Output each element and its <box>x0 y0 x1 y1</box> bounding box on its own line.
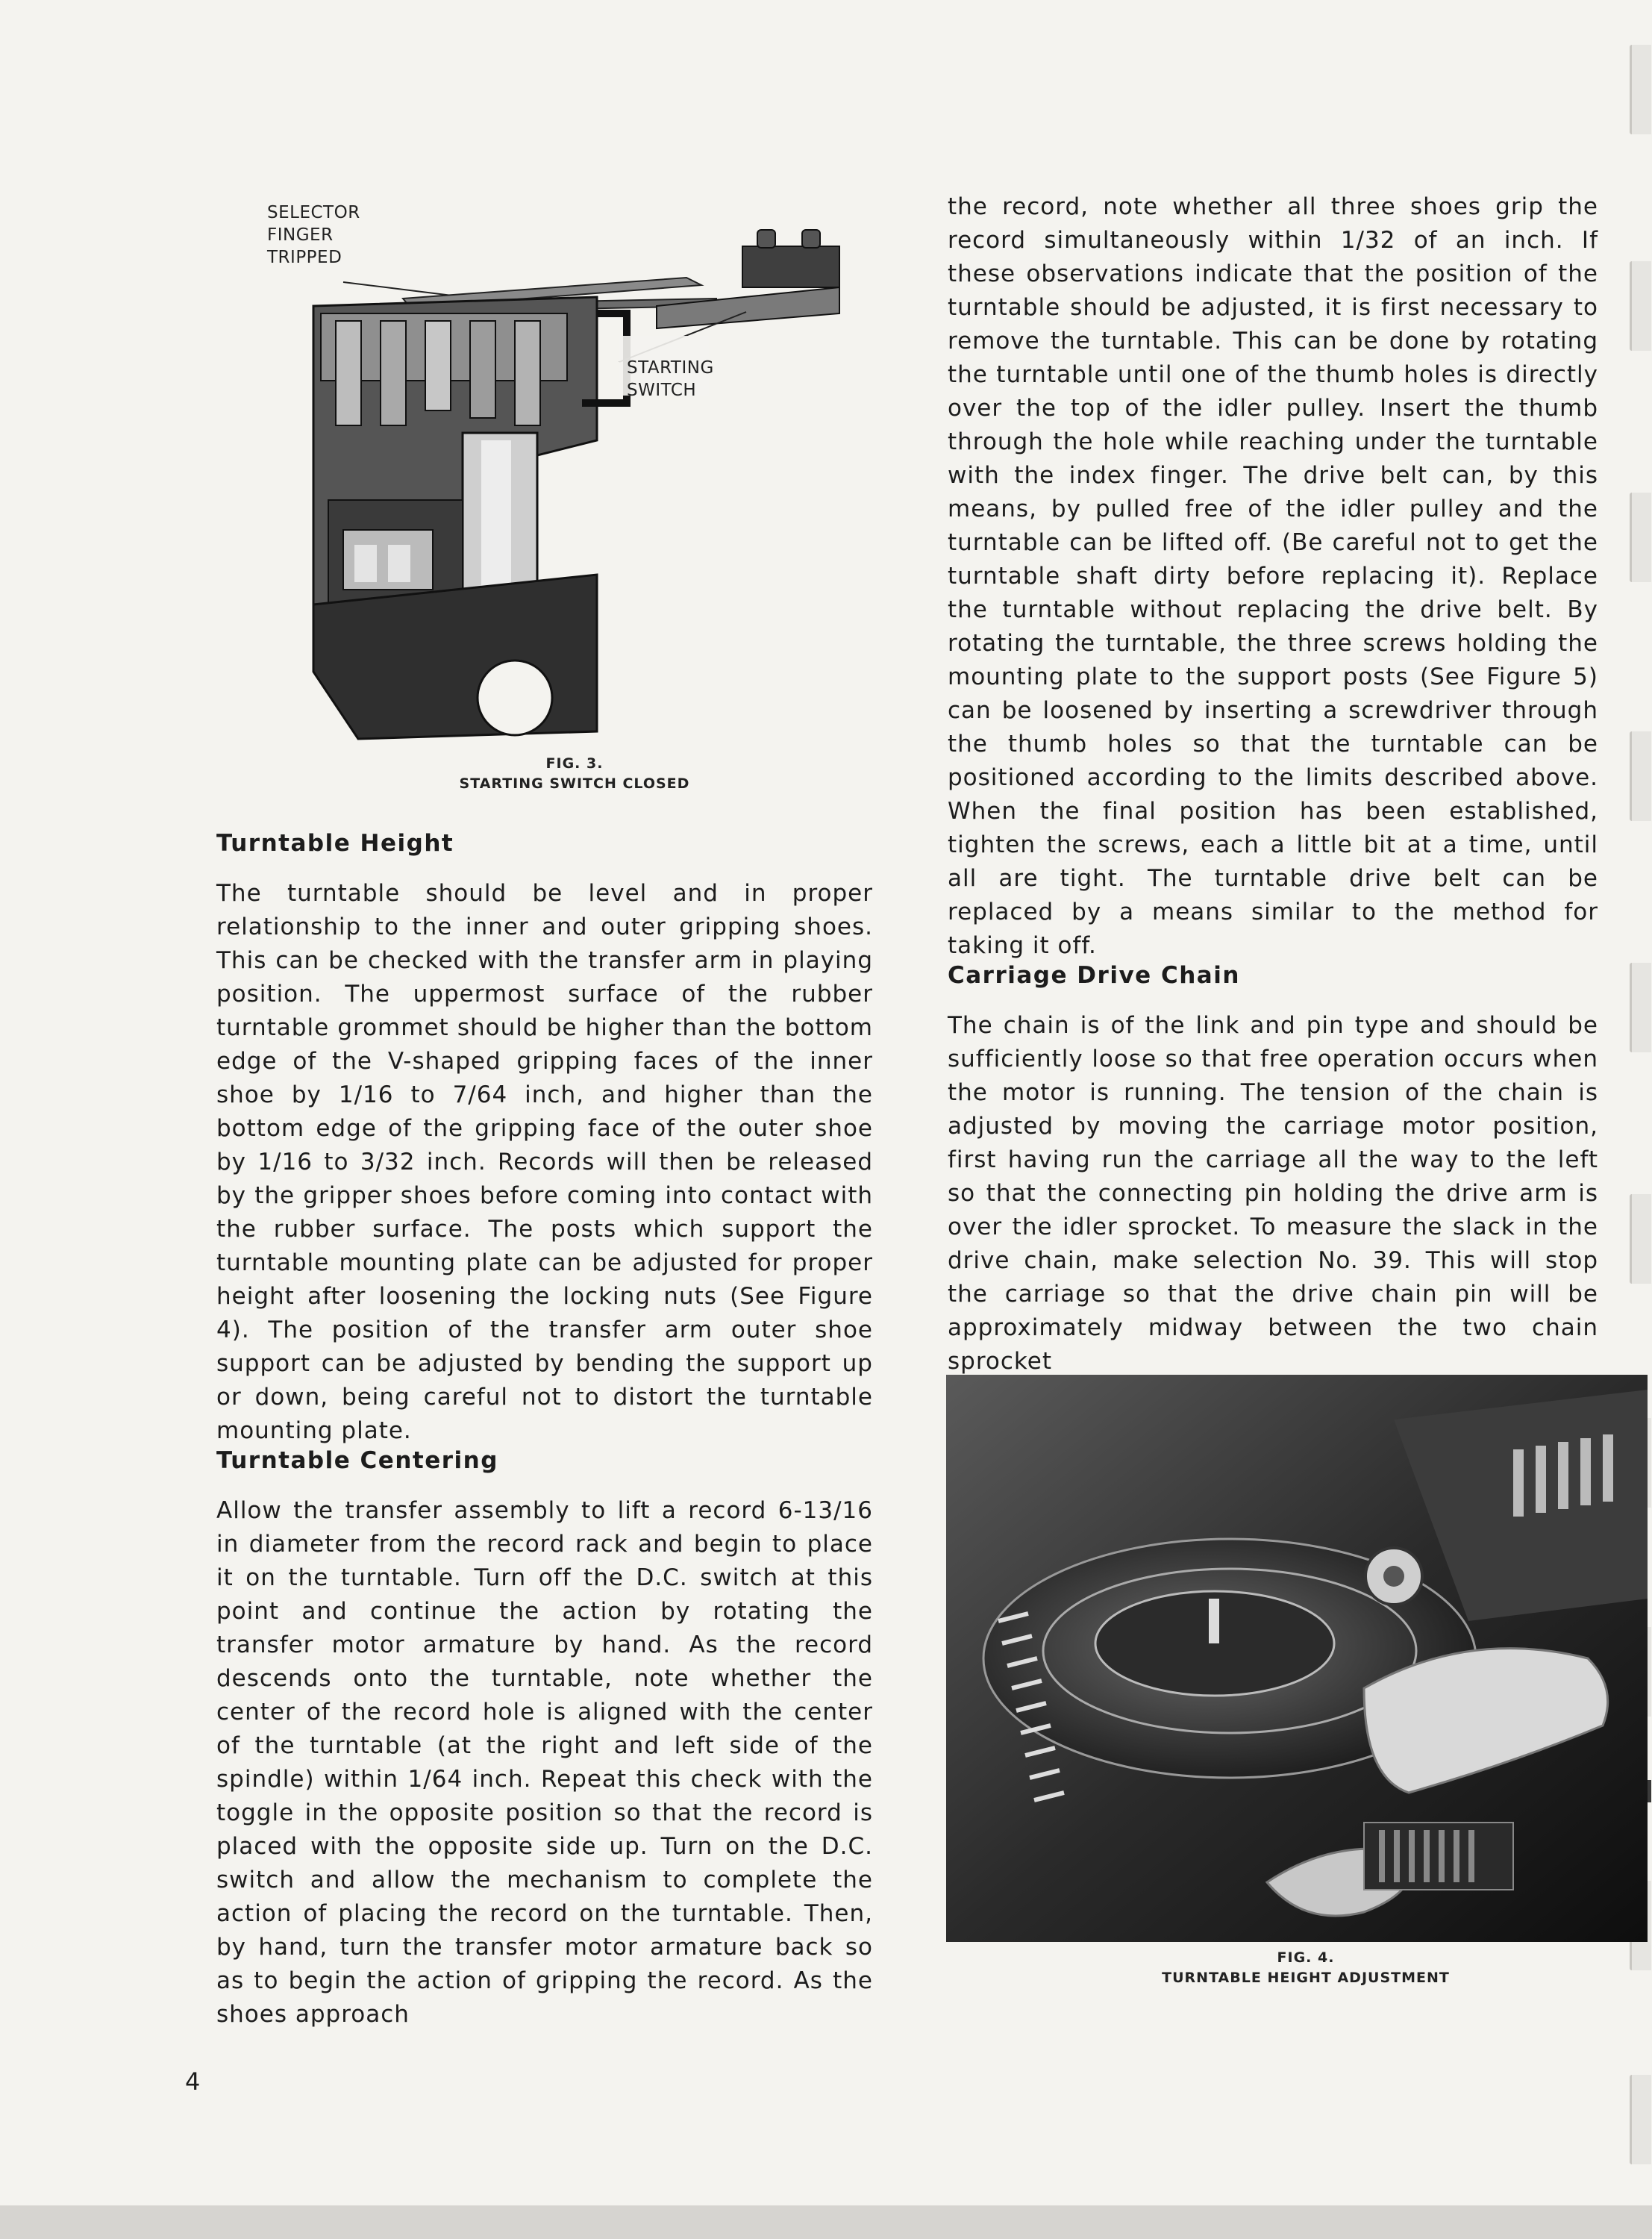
callout-line: SWITCH <box>627 381 697 400</box>
page-number: 4 <box>185 2067 201 2096</box>
section-heading: Turntable Height <box>216 830 454 857</box>
figure-3-illustration <box>269 216 866 754</box>
paragraph: Allow the transfer assembly to lift a record 6-13/16 in diameter from the record rack and begin to place it on the turntable. Turn off the D.C. switch at this point and continue the action by rotating the transfer motor armature by hand. As the record descends onto the turntable, note whether the center of the record hole is aligned with the center of the turntable (at the right and left side of the spindle) within 1/64 inch. Repeat this check with the toggle in the opposite position so that the record is placed with the opposite side up. Turn on the D.C. switch and allow the mechanism to complete the action of placing the record on the turntable. Then, by hand, turn the transfer motor armature back so as to begin the action of gripping the record. As the shoes approach <box>216 1497 873 2028</box>
figure-label: FIG. 4. <box>1277 1949 1335 1966</box>
binding-tab <box>1630 45 1651 134</box>
page-bottom-edge <box>0 2205 1652 2239</box>
figure-title: STARTING SWITCH CLOSED <box>459 775 690 792</box>
figure-4-photo <box>946 1375 1648 1942</box>
section-heading: Turntable Centering <box>216 1447 498 1474</box>
binding-tab <box>1630 2075 1651 2164</box>
figure-3-caption <box>418 754 731 794</box>
callout-line: TRIPPED <box>267 248 342 267</box>
binding-tab <box>1630 1194 1651 1284</box>
section-carriage-drive-chain <box>948 959 1598 1378</box>
section-turntable-height <box>216 827 873 1448</box>
figure-title: TURNTABLE HEIGHT ADJUSTMENT <box>1162 1970 1450 1986</box>
section-heading: Carriage Drive Chain <box>948 962 1240 989</box>
binding-tab <box>1630 731 1651 821</box>
paragraph: The turntable should be level and in proper relationship to the inner and outer gripping shoes. This can be checked with the transfer arm in playing position. The uppermost surface of the rubber turntable grommet should be higher than the bottom edge of the V-shaped gripping faces of the inner shoe by 1/16 to 7/64 inch, and higher than the bottom edge of the gripping face of the outer shoe by 1/16 to 3/32 inch. Records will then be released by the gripper shoes before coming into contact with the rubber surface. The posts which support the turntable mounting plate can be adjusted for proper height after loosening the locking nuts (See Figure 4). The position of the transfer arm outer shoe support can be adjusted by bending the support up or down, being careful not to distort the turntable mounting plate. <box>216 880 873 1444</box>
figure-4-caption <box>1074 1948 1537 1988</box>
callout-starting-switch <box>627 357 714 402</box>
section-turntable-centering <box>216 1444 873 2032</box>
section-turntable-centering-continued <box>948 190 1598 963</box>
figure-label: FIG. 3. <box>545 755 604 772</box>
binding-tab <box>1630 493 1651 582</box>
paragraph: the record, note whether all three shoes grip the record simultaneously within 1/32 of an inch. If these observations indicate that the position of the turntable should be adjusted, it is first necessary to remove the turntable. This can be done by rotating the turntable until one of the thumb holes is directly over the top of the idler pulley. Insert the thumb through the hole while reaching under the turntable with the index finger. The drive belt can, by this means, by pulled free of the idler pulley and the turntable can be lifted off. (Be careful not to get the turntable shaft dirty before replacing it). Replace the turntable without replacing the drive belt. By rotating the turntable, the three screws holding the mounting plate to the support posts (See Figure 5) can be loosened by inserting a screwdriver through the thumb holes so that the turntable can be positioned according to the limits described above. When the final position has been established, tighten the screws, each a little bit at a time, until all are tight. The turntable drive belt can be replaced by a means similar to the method for taking it off. <box>948 193 1598 959</box>
callout-line: FINGER <box>267 225 334 245</box>
paragraph: The chain is of the link and pin type and should be sufficiently loose so that free operation occurs when the motor is running. The tension of the chain is adjusted by moving the carriage motor position, first having run the carriage all the way to the left so that the connecting pin holding the drive arm is over the idler sprocket. To measure the slack in the drive chain, make selection No. 39. This will stop the carriage so that the drive chain pin will be approximately midway between the two chain sprocket <box>948 1012 1598 1375</box>
callout-line: STARTING <box>627 358 714 378</box>
callout-line: SELECTOR <box>267 203 360 222</box>
binding-tab <box>1630 963 1651 1052</box>
binding-tab <box>1630 261 1651 351</box>
